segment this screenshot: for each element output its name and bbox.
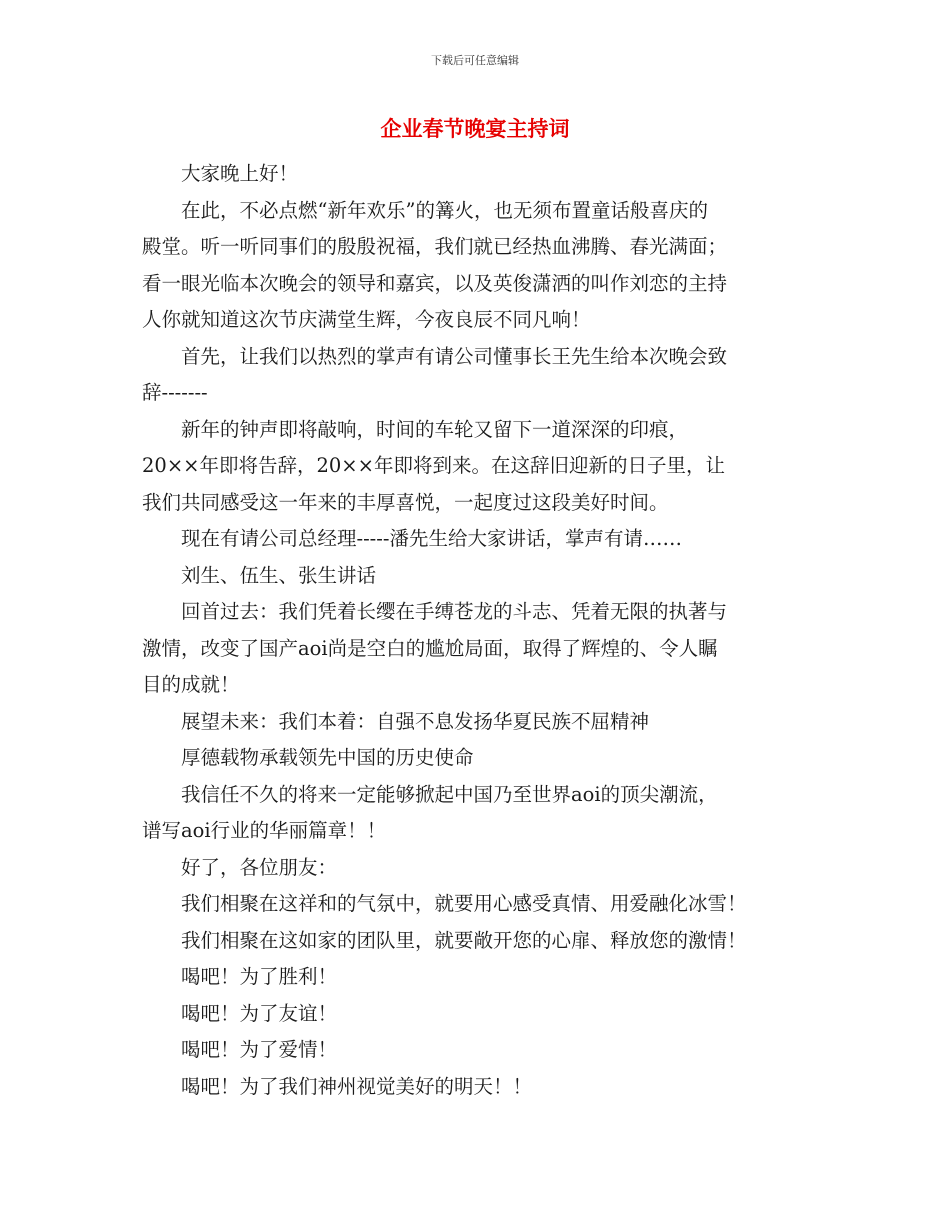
paragraph-line: 谱写aoi行业的华丽篇章！！ bbox=[142, 819, 387, 842]
document-body bbox=[142, 156, 814, 1105]
page-header-note: 下载后可任意编辑 bbox=[431, 54, 519, 67]
paragraph-line: 殿堂。听一听同事们的殷殷祝福，我们就已经热血沸腾、春光满面； bbox=[142, 235, 728, 258]
paragraph-line: 喝吧！为了胜利！ bbox=[181, 965, 338, 988]
paragraph-line: 我们相聚在这祥和的气氛中，就要用心感受真情、用爱融化冰雪！ bbox=[181, 892, 747, 915]
paragraph-line: 展望未来：我们本着：自强不息发扬华夏民族不屈精神 bbox=[181, 709, 650, 733]
document-title: 企业春节晚宴主持词 bbox=[380, 117, 570, 141]
paragraph-line: 喝吧！为了友谊！ bbox=[181, 1001, 338, 1025]
paragraph-line: 喝吧！为了我们神州视觉美好的明天！！ bbox=[181, 1074, 533, 1098]
paragraph-line: 20××年即将告辞，20××年即将到来。在这辞旧迎新的日子里，让 bbox=[142, 454, 725, 477]
paragraph-line: 我信任不久的将来一定能够掀起中国乃至世界aoi的顶尖潮流， bbox=[181, 782, 718, 806]
paragraph-line: 新年的钟声即将敲响，时间的车轮又留下一道深深的印痕， bbox=[181, 417, 689, 441]
paragraph-line: 喝吧！为了爱情！ bbox=[181, 1038, 338, 1061]
paragraph-line: 回首过去：我们凭着长缨在手缚苍龙的斗志、凭着无限的执著与 bbox=[181, 600, 728, 623]
paragraph-line: 首先，让我们以热烈的掌声有请公司懂事长王先生给本次晚会致 bbox=[181, 344, 728, 368]
paragraph-line: 我们相聚在这如家的团队里，就要敞开您的心扉、释放您的激情！ bbox=[181, 928, 747, 952]
paragraph-line: 在此，不必点燃“新年欢乐”的篝火，也无须布置童话般喜庆的 bbox=[181, 198, 708, 222]
paragraph-line: 人你就知道这次节庆满堂生辉，今夜良辰不同凡响！ bbox=[142, 308, 591, 331]
paragraph-line: 目的成就！ bbox=[142, 673, 240, 696]
paragraph-line: 现在有请公司总经理-----潘先生给大家讲话，掌声有请…… bbox=[181, 527, 682, 550]
paragraph-line: 刘生、伍生、张生讲话 bbox=[181, 563, 377, 587]
paragraph-line: 激情，改变了国产aoi尚是空白的尴尬局面，取得了辉煌的、令人瞩 bbox=[142, 636, 718, 660]
paragraph-line: 好了，各位朋友： bbox=[181, 855, 338, 879]
paragraph-line: 辞------- bbox=[142, 381, 208, 404]
paragraph-line: 厚德载物承载领先中国的历史使命 bbox=[181, 746, 474, 769]
paragraph-line: 我们共同感受这一年来的丰厚喜悦，一起度过这段美好时间。 bbox=[142, 490, 669, 514]
paragraph-line: 大家晚上好！ bbox=[181, 162, 299, 185]
paragraph-line: 看一眼光临本次晚会的领导和嘉宾，以及英俊潇洒的叫作刘恋的主持 bbox=[142, 271, 728, 295]
